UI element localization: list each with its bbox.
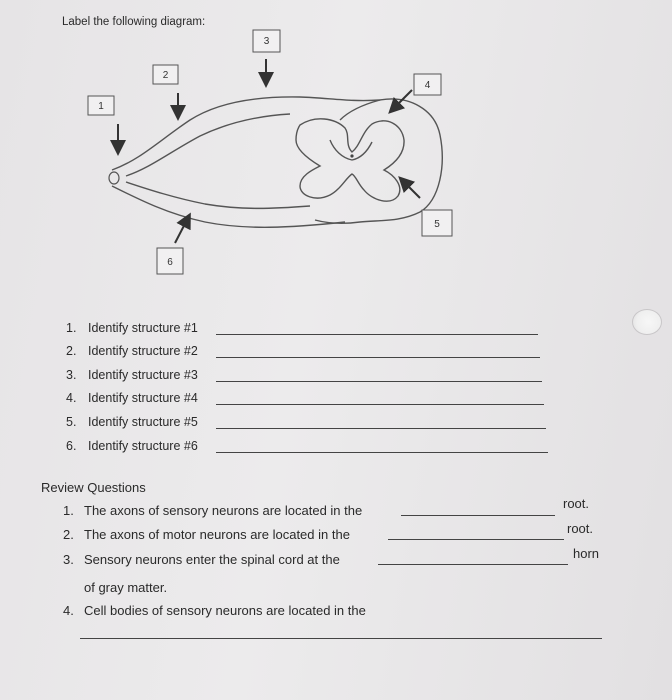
question-suffix: horn — [573, 546, 600, 561]
identify-number: 3. — [66, 367, 77, 382]
answer-line-6[interactable] — [216, 440, 548, 453]
spinal-nerve-outline — [112, 97, 442, 227]
label-2-text: 2 — [162, 70, 169, 81]
answer-line-5[interactable] — [216, 416, 546, 429]
identify-item — [66, 429, 548, 453]
answer-line-2[interactable] — [216, 345, 540, 358]
identify-list — [66, 311, 548, 453]
label-5-text: 5 — [434, 219, 440, 230]
question-number: 4. — [63, 603, 74, 618]
identify-prompt: Identify structure #1 — [88, 320, 198, 335]
question-number: 1. — [63, 503, 74, 518]
review-answer-line-3[interactable] — [378, 564, 568, 565]
identify-item — [66, 382, 548, 406]
identify-prompt: Identify structure #5 — [88, 414, 198, 429]
question-number: 3. — [63, 552, 74, 567]
review-question-4 — [63, 603, 366, 618]
arrow-5 — [401, 179, 420, 198]
central-canal — [350, 154, 353, 157]
question-suffix: root. — [563, 496, 590, 511]
question-text: Cell bodies of sensory neurons are located in the — [84, 603, 366, 618]
question-number: 2. — [63, 527, 74, 542]
spinal-cord-diagram — [0, 0, 672, 300]
question-text: Sensory neurons enter the spinal cord at the — [84, 552, 340, 567]
label-3-text: 3 — [263, 36, 270, 47]
label-1-text: 1 — [98, 101, 104, 112]
review-answer-line-1[interactable] — [401, 515, 555, 516]
identify-item — [66, 311, 548, 335]
review-answer-line-4[interactable] — [80, 638, 602, 639]
answer-line-3[interactable] — [216, 369, 542, 382]
label-box-2 — [153, 65, 178, 84]
pointer-arrows — [118, 59, 420, 243]
identify-item — [66, 405, 548, 429]
binder-hole — [632, 309, 662, 335]
label-box-5 — [422, 210, 452, 236]
review-answer-line-2[interactable] — [388, 539, 564, 540]
label-box-4 — [414, 74, 441, 95]
identify-number: 6. — [66, 438, 77, 453]
identify-item — [66, 358, 548, 382]
review-question-2 — [63, 527, 350, 542]
identify-number: 2. — [66, 344, 77, 359]
question-text: The axons of sensory neurons are located in the — [84, 503, 363, 518]
identify-prompt: Identify structure #4 — [88, 391, 198, 406]
label-box-1 — [88, 96, 114, 115]
arrow-4 — [391, 90, 412, 111]
identify-item — [66, 335, 548, 359]
review-question-1 — [63, 503, 362, 518]
label-6-text: 6 — [167, 257, 173, 268]
answer-line-4[interactable] — [216, 392, 544, 405]
label-box-6 — [157, 248, 183, 274]
identify-number: 5. — [66, 414, 77, 429]
identify-prompt: Identify structure #6 — [88, 438, 198, 453]
diagram-instruction: Label the following diagram: — [62, 16, 206, 28]
question-text: The axons of motor neurons are located in the — [84, 527, 350, 542]
review-heading: Review Questions — [41, 480, 146, 495]
question-continuation: of gray matter. — [84, 580, 168, 595]
identify-number: 4. — [66, 391, 77, 406]
label-box-3 — [253, 30, 280, 52]
question-suffix: root. — [567, 521, 594, 536]
identify-number: 1. — [66, 320, 77, 335]
review-question-3 — [63, 552, 340, 567]
ganglion-shape — [109, 172, 119, 184]
identify-prompt: Identify structure #2 — [88, 344, 198, 359]
answer-line-1[interactable] — [216, 322, 538, 335]
label-4-text: 4 — [424, 80, 431, 91]
identify-prompt: Identify structure #3 — [88, 367, 198, 382]
arrow-6 — [175, 216, 189, 243]
